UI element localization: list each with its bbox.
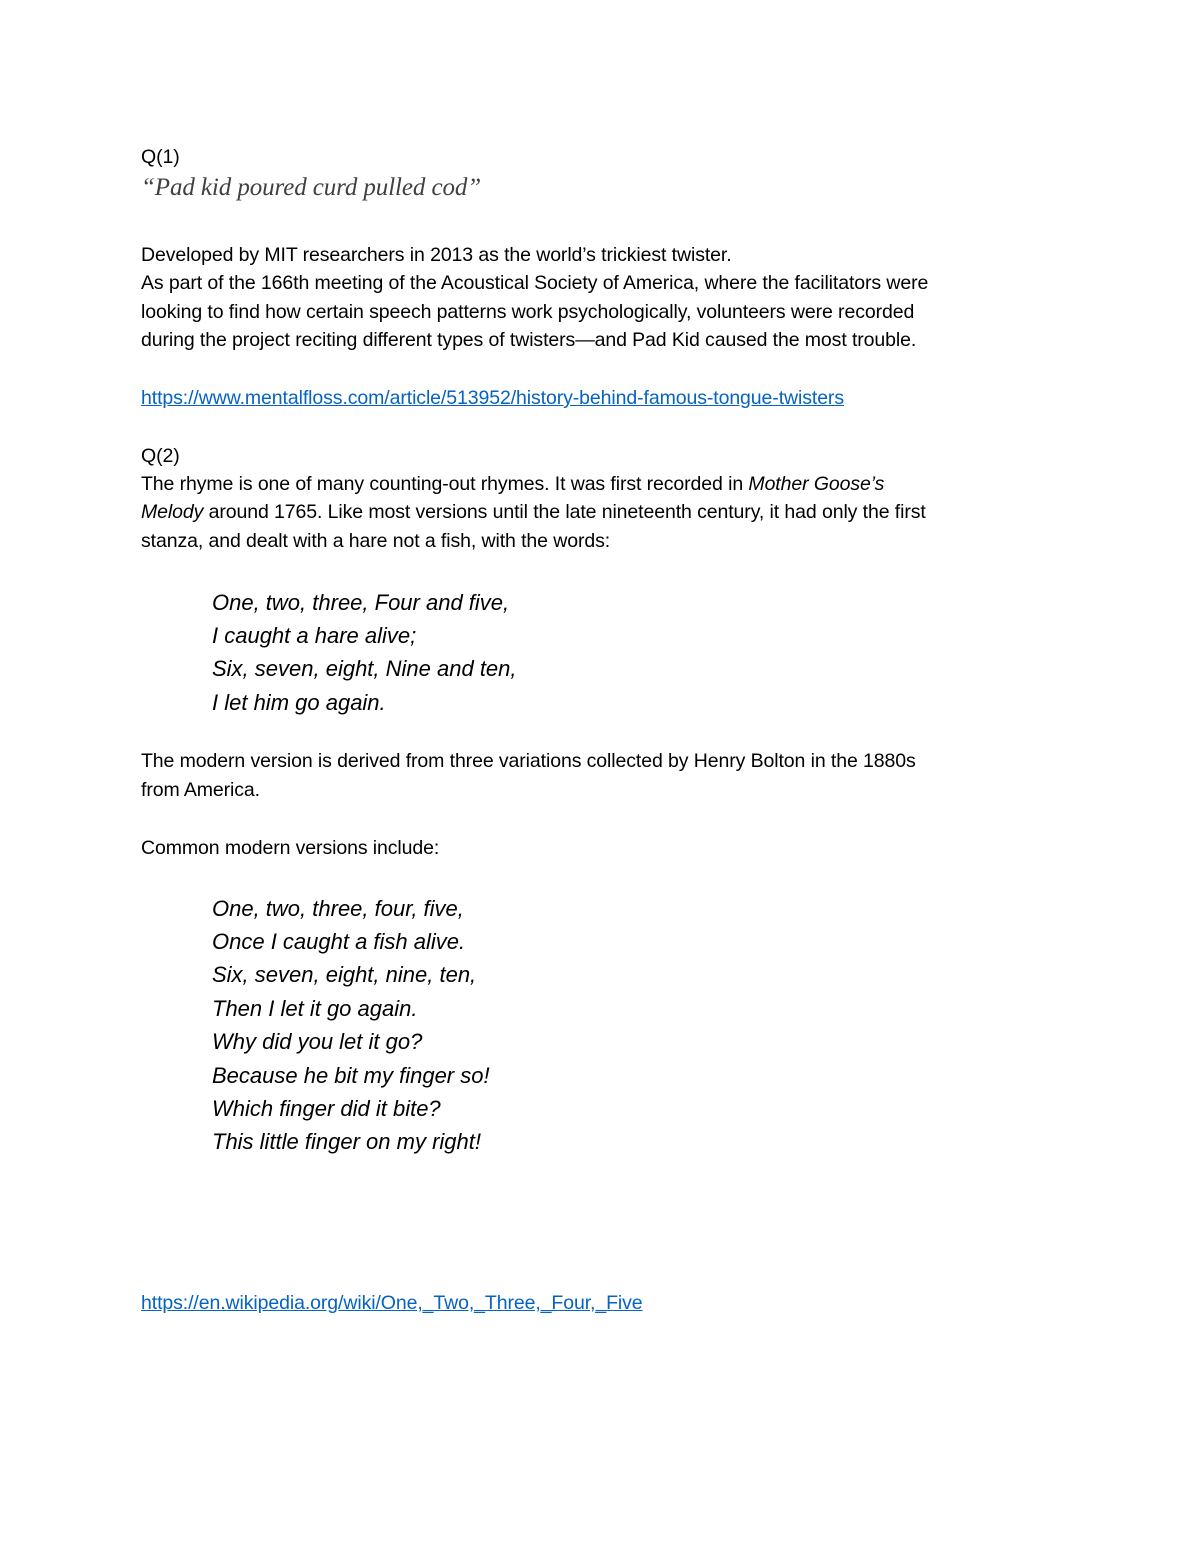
original-rhyme-line-3: Six, seven, eight, Nine and ten, — [212, 656, 517, 681]
mentalfloss-link[interactable]: https://www.mentalfloss.com/article/513952/history-behind-famous-tongue-twisters — [141, 387, 844, 409]
q1-heading: Q(1) — [141, 146, 180, 168]
modern-paragraph-line-1: The modern version is derived from three variations collected by Henry Bolton in the 1880s — [141, 750, 916, 772]
modern-rhyme-line-5: Why did you let it go? — [212, 1029, 423, 1054]
q1-paragraph-line-4: during the project reciting different types of twisters—and Pad Kid caused the most trouble. — [141, 329, 917, 351]
modern-rhyme-line-2: Once I caught a fish alive. — [212, 929, 466, 954]
original-rhyme-line-1: One, two, three, Four and five, — [212, 590, 510, 615]
q2-intro-line-1 — [141, 470, 884, 498]
original-rhyme-line-4: I let him go again. — [212, 690, 386, 715]
q2-intro-line-2-text: around 1765. Like most versions until the late nineteenth century, it had only the first — [203, 501, 926, 523]
q2-intro-line-1-text: The rhyme is one of many counting-out rhymes. It was first recorded in — [141, 473, 749, 495]
q1-paragraph-line-2: As part of the 166th meeting of the Acoustical Society of America, where the facilitators were — [141, 272, 929, 294]
q2-intro-line-2 — [141, 498, 926, 526]
q2-heading: Q(2) — [141, 445, 180, 467]
modern-rhyme-line-3: Six, seven, eight, nine, ten, — [212, 962, 477, 987]
modern-rhyme-line-4: Then I let it go again. — [212, 996, 418, 1021]
q1-paragraph-line-1: Developed by MIT researchers in 2013 as the world’s trickiest twister. — [141, 244, 732, 266]
q2-intro-line-3: stanza, and dealt with a hare not a fish, with the words: — [141, 530, 611, 552]
modern-rhyme-line-8: This little finger on my right! — [212, 1129, 481, 1154]
modern-rhyme-line-1: One, two, three, four, five, — [212, 896, 464, 921]
modern-rhyme-line-6: Because he bit my finger so! — [212, 1063, 490, 1088]
original-rhyme-line-2: I caught a hare alive; — [212, 623, 417, 648]
q1-quote: “Pad kid poured curd pulled cod” — [141, 174, 482, 201]
modern-paragraph-line-2: from America. — [141, 779, 260, 801]
wikipedia-link[interactable]: https://en.wikipedia.org/wiki/One,_Two,_Three,_Four,_Five — [141, 1292, 643, 1314]
common-versions-label: Common modern versions include: — [141, 837, 440, 859]
modern-rhyme-line-7: Which finger did it bite? — [212, 1096, 441, 1121]
book-title-part-2: Melody — [141, 501, 204, 523]
book-title-part-1: Mother Goose’s — [748, 473, 885, 495]
q1-paragraph-line-3: looking to find how certain speech patterns work psychologically, volunteers were recorded — [141, 301, 915, 323]
